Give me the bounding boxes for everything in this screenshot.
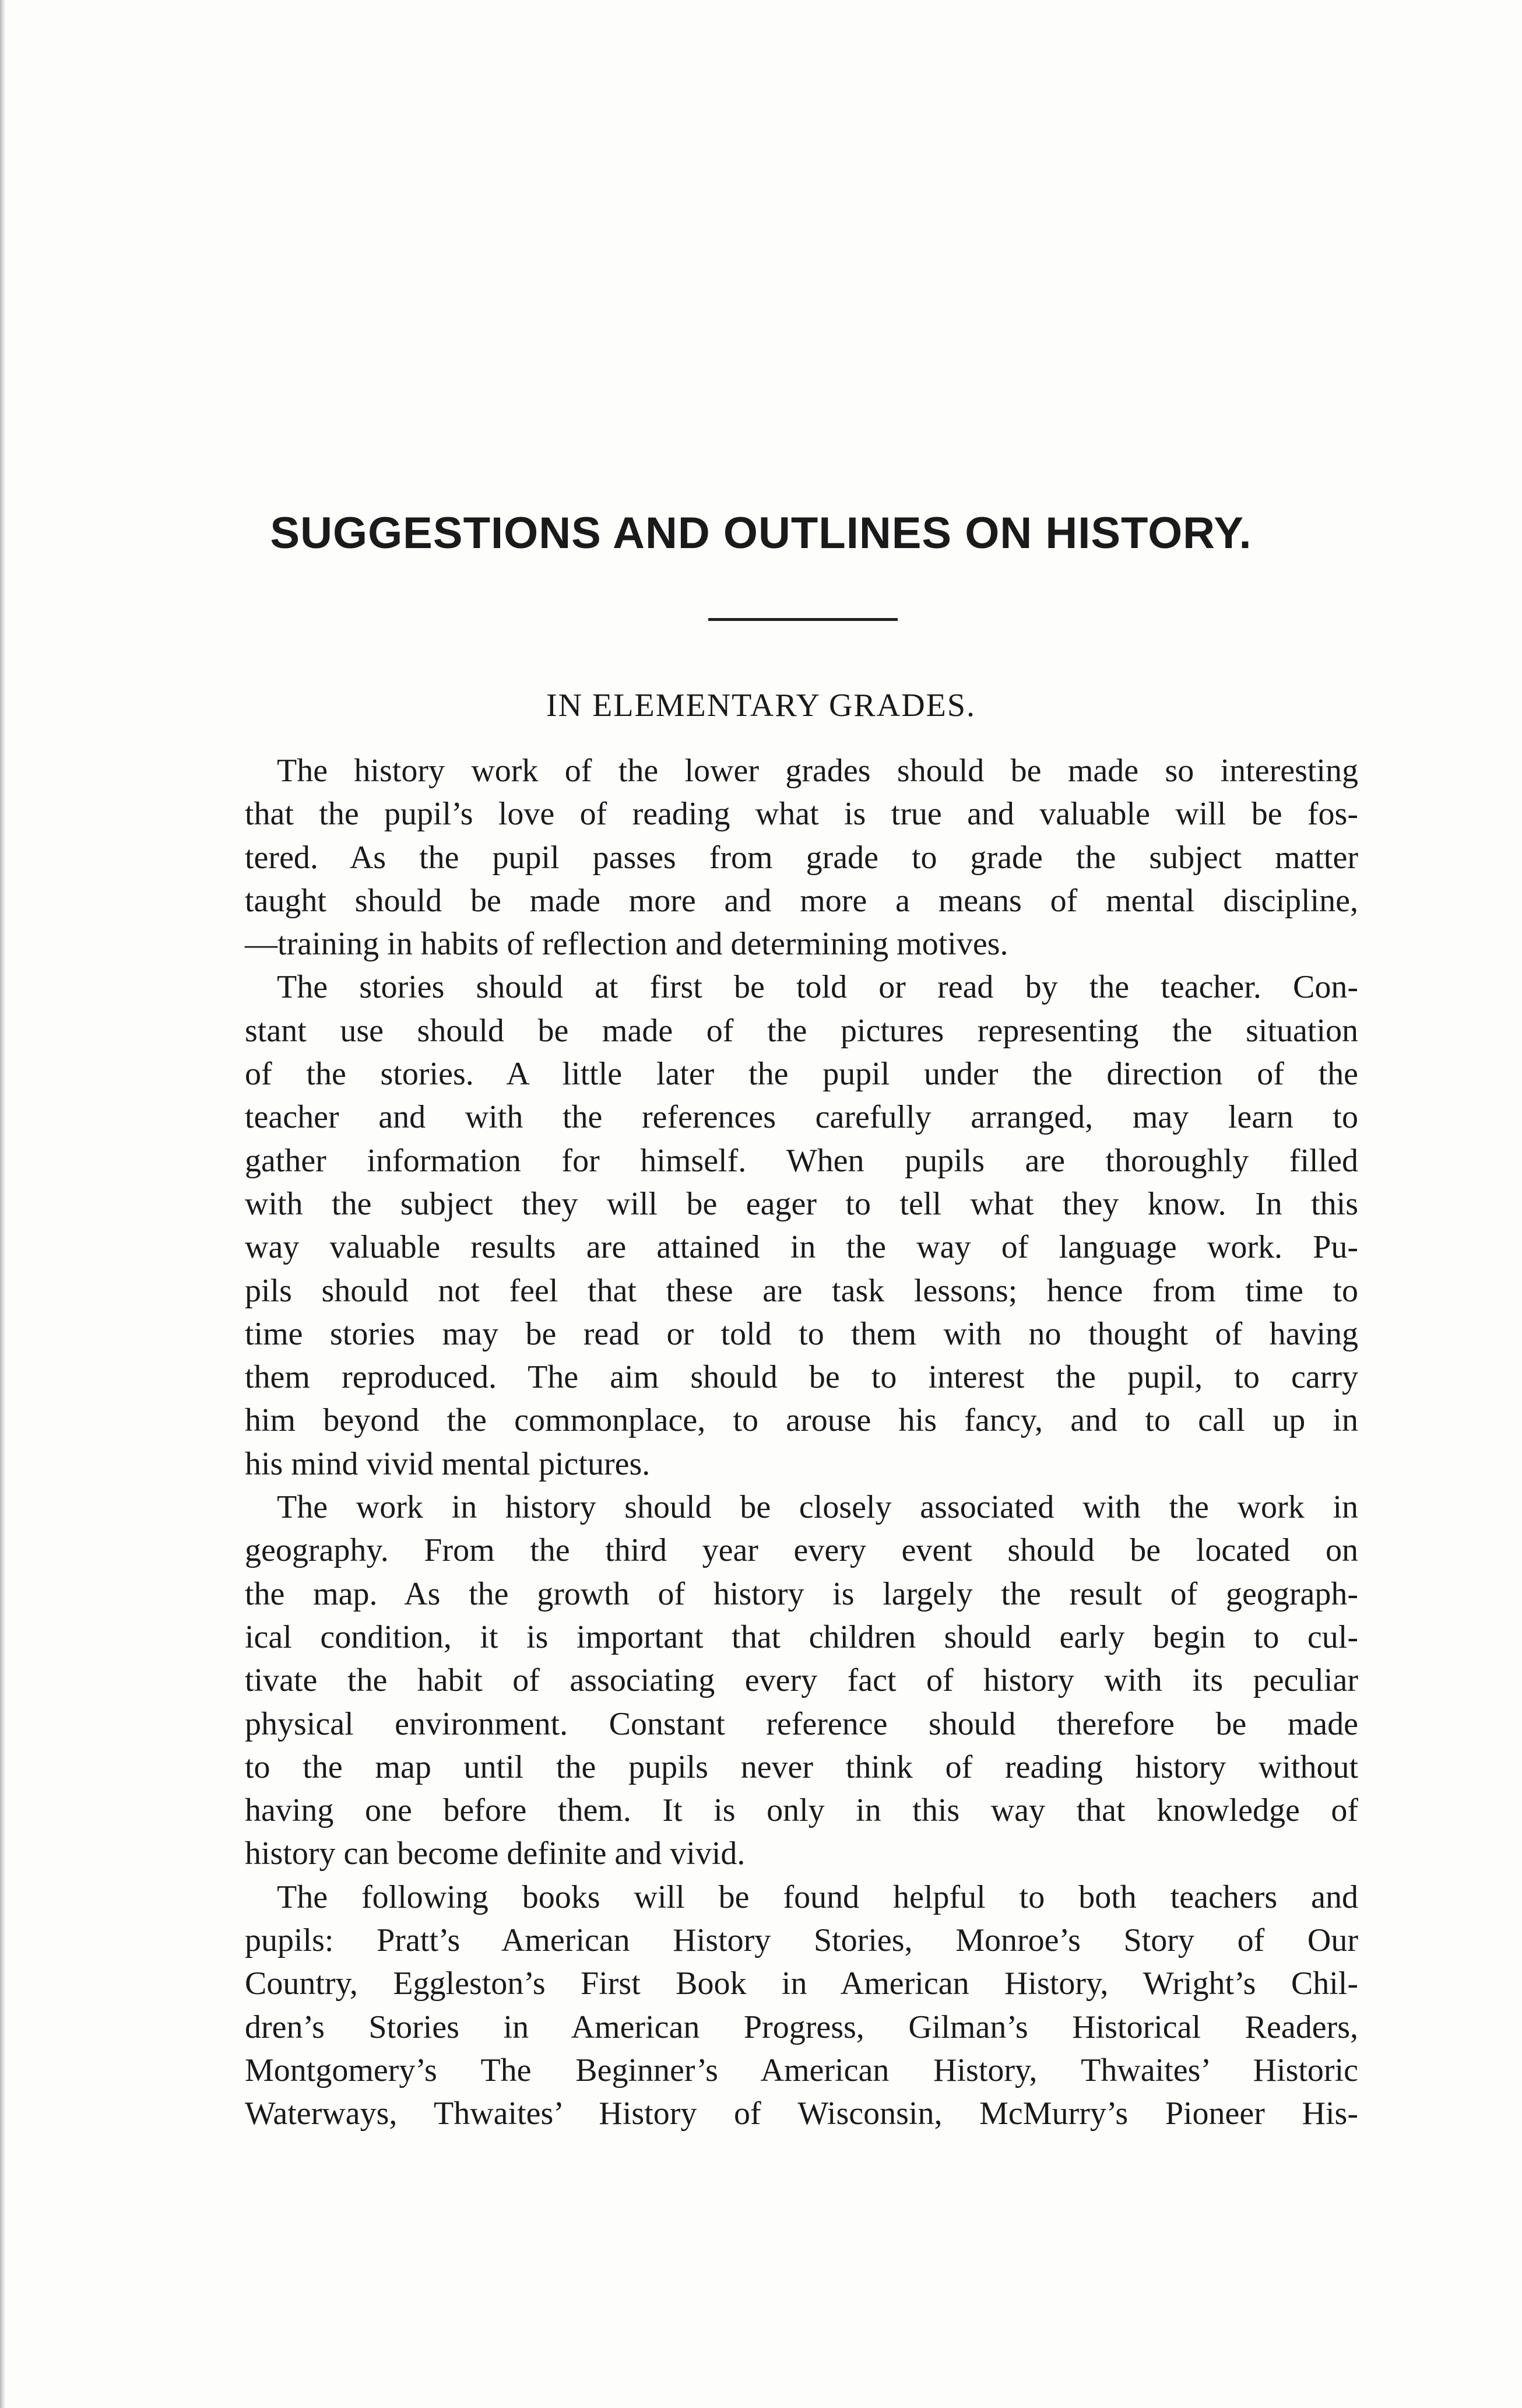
- text-line: —training in habits of reflection and determining motives.: [245, 926, 1008, 963]
- text-line: geography. From the third year every event should be located on: [245, 1532, 1358, 1569]
- text-line: history can become definite and vivid.: [245, 1835, 746, 1872]
- text-line: Montgomery’s The Beginner’s American History, Thwaites’ Historic: [245, 2052, 1358, 2088]
- text-line: teacher and with the references carefully arranged, may learn to: [245, 1099, 1358, 1136]
- body-text: [245, 749, 1358, 2136]
- page-title: SUGGESTIONS AND OUTLINES ON HISTORY.: [270, 508, 1252, 558]
- text-line: the map. As the growth of history is largely the result of geograph-: [245, 1575, 1358, 1612]
- title-divider: [708, 618, 898, 621]
- text-line: him beyond the commonplace, to arouse his fancy, and to call up in: [245, 1402, 1358, 1439]
- paragraph-4: [245, 1876, 1358, 2136]
- text-line: stant use should be made of the pictures representing the situation: [245, 1012, 1358, 1049]
- text-line: dren’s Stories in American Progress, Gilman’s Historical Readers,: [245, 2009, 1358, 2045]
- text-line: to the map until the pupils never think of reading history without: [245, 1749, 1358, 1785]
- text-line: them reproduced. The aim should be to interest the pupil, to carry: [245, 1359, 1358, 1396]
- text-line: with the subject they will be eager to tell what they know. In this: [245, 1185, 1358, 1222]
- text-line: taught should be made more and more a means of mental discipline,: [245, 882, 1358, 919]
- text-line: tered. As the pupil passes from grade to grade the subject matter: [245, 839, 1358, 876]
- paragraph-3: [245, 1486, 1358, 1876]
- text-line: of the stories. A little later the pupil under the direction of the: [245, 1056, 1358, 1093]
- text-line: tivate the habit of associating every fact of history with its peculiar: [245, 1662, 1358, 1699]
- text-line: Waterways, Thwaites’ History of Wisconsin, McMurry’s Pioneer His-: [245, 2095, 1358, 2132]
- text-line: The work in history should be closely associated with the work in: [277, 1489, 1358, 1526]
- text-line: having one before them. It is only in this way that knowledge of: [245, 1792, 1358, 1829]
- text-line: The following books will be found helpful to both teachers and: [277, 1879, 1358, 1915]
- text-line: that the pupil’s love of reading what is true and valuable will be fos-: [245, 796, 1358, 833]
- text-line: The stories should at first be told or read by the teacher. Con-: [277, 969, 1358, 1006]
- text-line: The history work of the lower grades should be made so interesting: [277, 753, 1358, 789]
- text-line: pupils: Pratt’s American History Stories, Monroe’s Story of Our: [245, 1922, 1358, 1959]
- paragraph-1: [245, 749, 1358, 966]
- text-line: time stories may be read or told to them with no thought of having: [245, 1315, 1358, 1352]
- text-line: physical environment. Constant reference should therefore be made: [245, 1705, 1358, 1742]
- text-line: gather information for himself. When pupils are thoroughly filled: [245, 1142, 1358, 1179]
- paragraph-2: [245, 966, 1358, 1486]
- text-line: pils should not feel that these are task lessons; hence from time to: [245, 1272, 1358, 1309]
- text-line: his mind vivid mental pictures.: [245, 1445, 651, 1482]
- text-line: ical condition, it is important that children should early begin to cul-: [245, 1619, 1358, 1655]
- text-line: Country, Eggleston’s First Book in American History, Wright’s Chil-: [245, 1965, 1358, 2002]
- text-line: way valuable results are attained in the way of language work. Pu-: [245, 1229, 1358, 1266]
- page-edge-shadow: [0, 0, 6, 2408]
- section-heading: IN ELEMENTARY GRADES.: [546, 687, 976, 724]
